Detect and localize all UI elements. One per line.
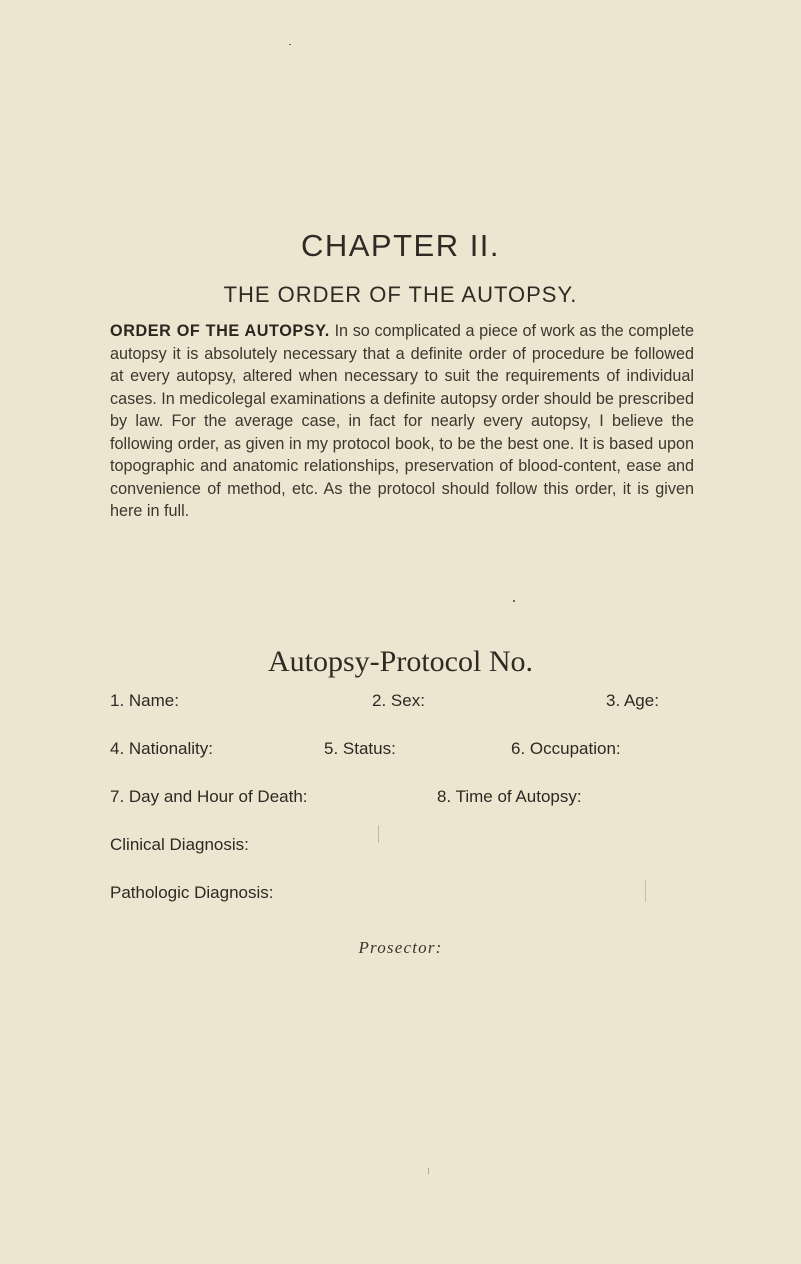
- page-speck: [513, 600, 515, 602]
- paragraph-text: In so complicated a piece of work as the complete autopsy it is absolutely necessary that a definite order of procedure be followed at every autopsy, altered when necessary to suit the requirements of individual cases. In medicolegal examinations a definite autopsy order should be prescribed by law. For the average case, in fact for nearly every autopsy, I believe the following order, as given in my protocol book, to be the best one. It is based upon topographic and anatomic relationships, preservation of blood-content, ease and convenience of method, etc. As the protocol should follow this order, it is given here in full.: [110, 322, 695, 520]
- page-speck: [378, 825, 379, 843]
- section-title: THE ORDER OF THE AUTOPSY.: [223, 282, 578, 307]
- page-speck: [289, 44, 291, 45]
- field-pathologic-diagnosis-label: Pathologic Diagnosis:: [110, 883, 274, 902]
- field-occupation-label: 6. Occupation:: [511, 739, 621, 758]
- chapter-heading: CHAPTER II.: [300, 228, 501, 263]
- paragraph-lead-heading: ORDER OF THE AUTOPSY.: [110, 322, 330, 340]
- field-clinical-diagnosis-label: Clinical Diagnosis:: [110, 835, 249, 854]
- field-status-label: 5. Status:: [324, 739, 396, 758]
- protocol-title: Autopsy-Protocol No.: [268, 645, 533, 678]
- page-speck: [645, 880, 646, 902]
- field-name-label: 1. Name:: [110, 691, 179, 710]
- field-death-label: 7. Day and Hour of Death:: [110, 787, 308, 806]
- body-paragraph: [110, 320, 694, 523]
- field-nationality-label: 4. Nationality:: [110, 739, 213, 758]
- field-age-label: 3. Age:: [606, 691, 659, 710]
- prosector-label: Prosector:: [358, 938, 443, 957]
- page-speck: [428, 1168, 429, 1174]
- field-sex-label: 2. Sex:: [372, 691, 425, 710]
- field-time-of-autopsy-label: 8. Time of Autopsy:: [437, 787, 582, 806]
